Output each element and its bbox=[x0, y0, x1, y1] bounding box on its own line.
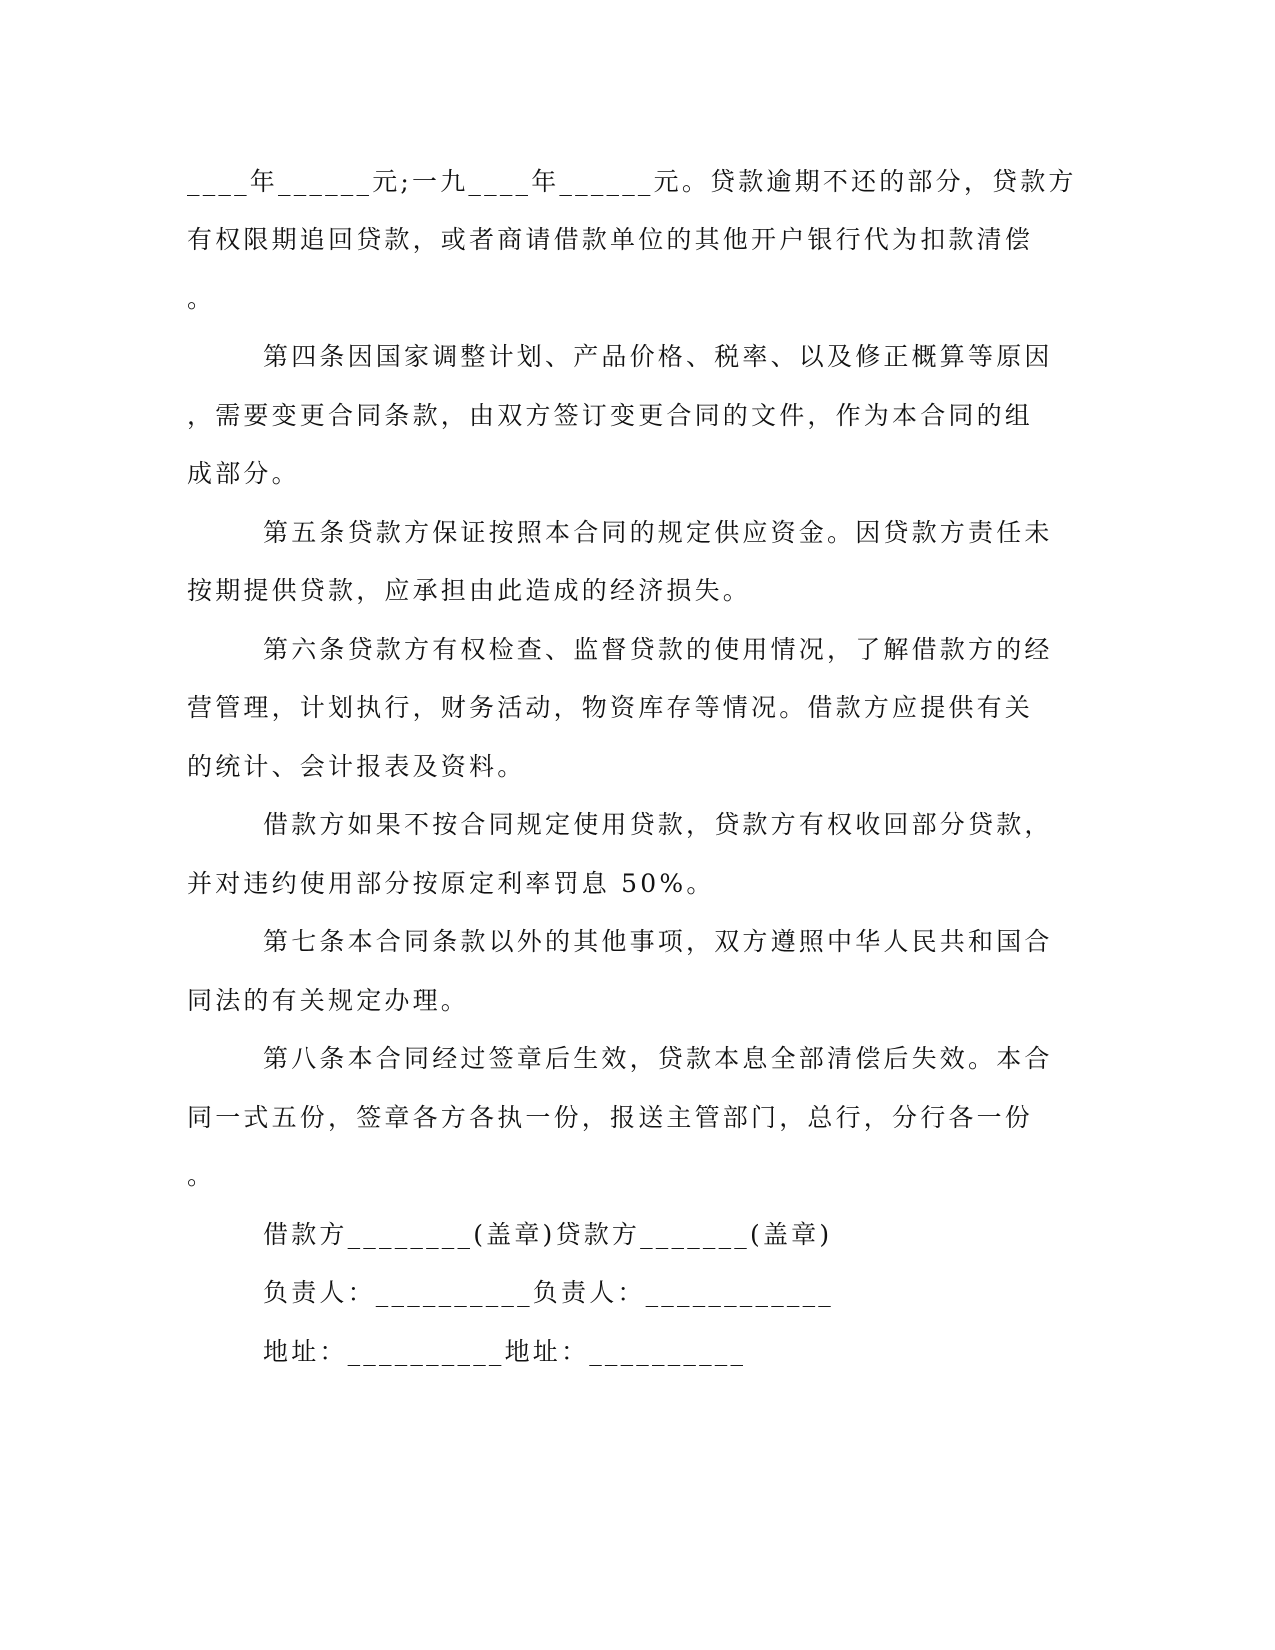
clause-4-line-3: 成部分。 bbox=[187, 459, 300, 488]
text-line-1: ____年______元;一九____年______元。贷款逾期不还的部分，贷款方 bbox=[187, 167, 1077, 196]
clause-4-line-1: 第四条因国家调整计划、产品价格、税率、以及修正概算等原因 bbox=[263, 342, 1053, 371]
penalty-line-2: 并对违约使用部分按原定利率罚息 50%。 bbox=[187, 869, 715, 898]
clause-8-line-1: 第八条本合同经过签章后生效，贷款本息全部清偿后失效。本合 bbox=[263, 1044, 1053, 1073]
penalty-line-1: 借款方如果不按合同规定使用贷款，贷款方有权收回部分贷款， bbox=[263, 810, 1053, 839]
text-line-2: 有权限期追回贷款，或者商请借款单位的其他开户银行代为扣款清偿 bbox=[187, 225, 1034, 254]
address-line: 地址：__________地址：__________ bbox=[263, 1337, 747, 1366]
text-line-3: 。 bbox=[187, 284, 216, 313]
responsible-person-line: 负责人：__________负责人：____________ bbox=[263, 1278, 835, 1307]
clause-7-line-1: 第七条本合同条款以外的其他事项，双方遵照中华人民共和国合 bbox=[263, 927, 1053, 956]
clause-7-line-2: 同法的有关规定办理。 bbox=[187, 986, 470, 1015]
clause-6-line-1: 第六条贷款方有权检查、监督贷款的使用情况，了解借款方的经 bbox=[263, 635, 1053, 664]
clause-5-line-2: 按期提供贷款，应承担由此造成的经济损失。 bbox=[187, 576, 752, 605]
clause-4-line-2: ，需要变更合同条款，由双方签订变更合同的文件，作为本合同的组 bbox=[187, 401, 1034, 430]
clause-8-line-2: 同一式五份，签章各方各执一份，报送主管部门，总行，分行各一份 bbox=[187, 1103, 1034, 1132]
clause-6-line-3: 的统计、会计报表及资料。 bbox=[187, 752, 526, 781]
clause-8-line-3: 。 bbox=[187, 1161, 216, 1190]
signature-parties-line: 借款方________(盖章)贷款方_______(盖章) bbox=[263, 1220, 833, 1249]
clause-6-line-2: 营管理，计划执行，财务活动，物资库存等情况。借款方应提供有关 bbox=[187, 693, 1034, 722]
clause-5-line-1: 第五条贷款方保证按照本合同的规定供应资金。因贷款方责任未 bbox=[263, 518, 1053, 547]
